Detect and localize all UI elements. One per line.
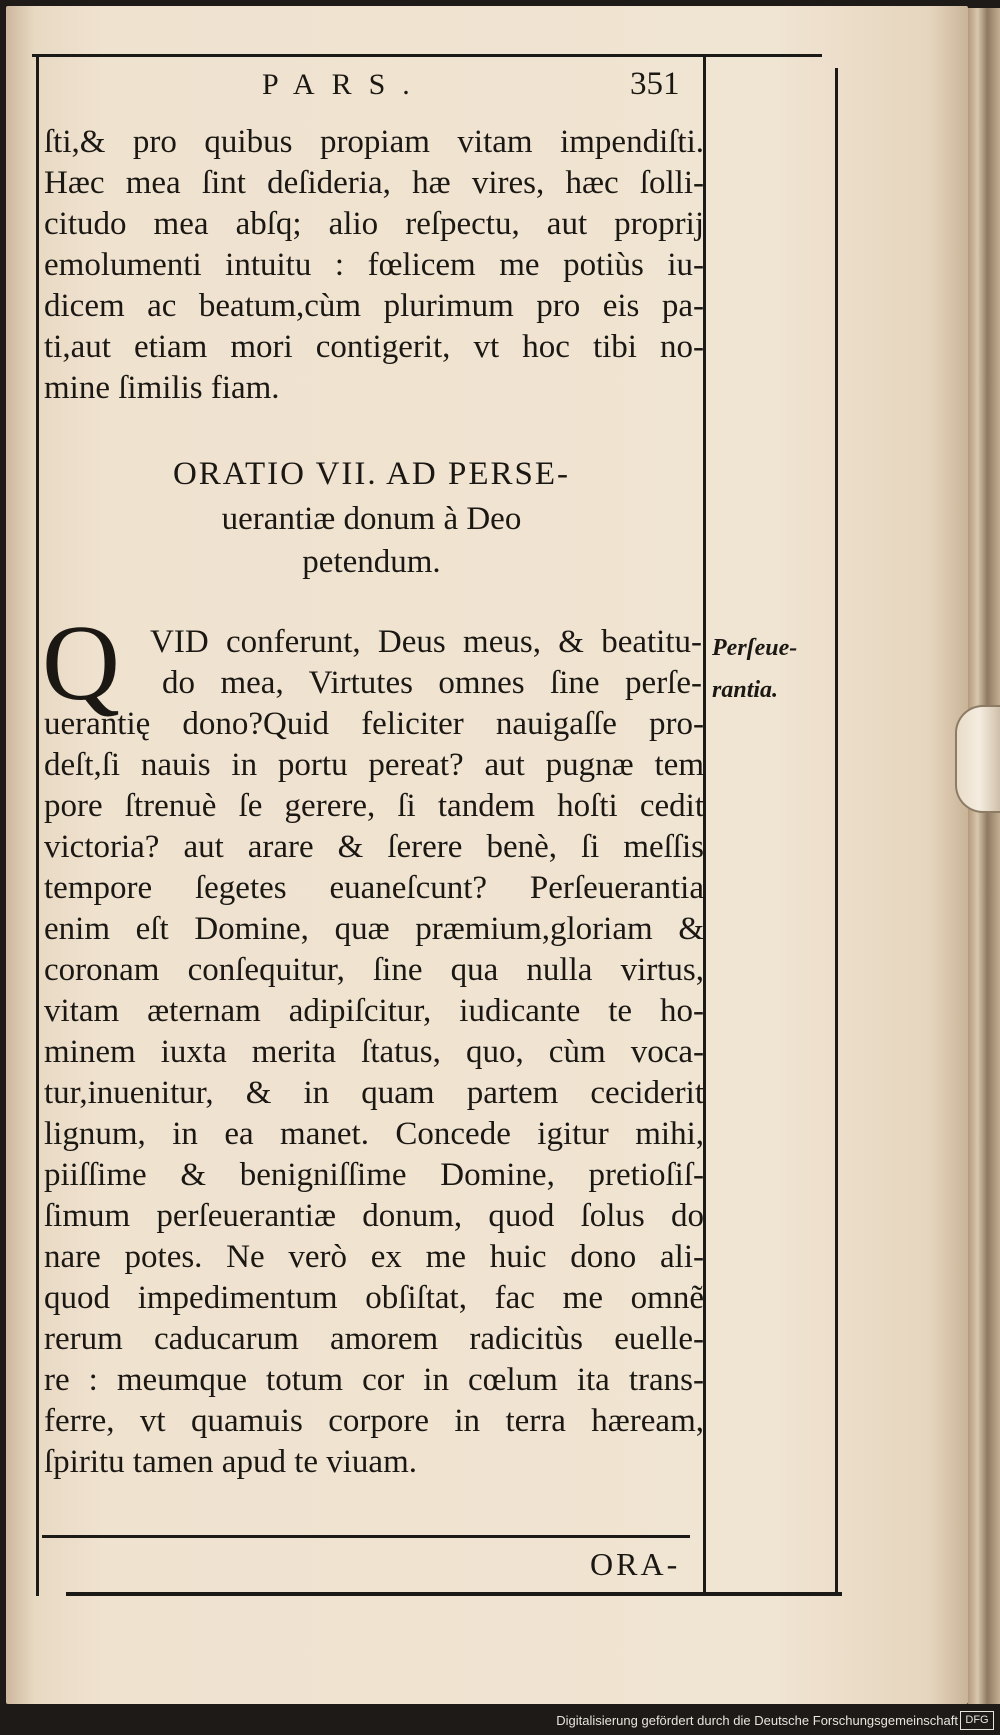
frame-rule-right [835,68,838,1593]
text-line: mine ſimilis fiam. [44,370,280,406]
text-line: coronam conſequitur, ſine qua nulla virtus, [44,952,704,988]
page-number: 351 [630,66,680,102]
marginal-note [712,627,832,711]
section-heading: ORATIO VII. AD PERSE- [172,456,571,492]
text-line: do mea, Virtutes omnes ſine perſe- [162,665,702,701]
text-line: VID conferunt, Deus meus, & beatitu- [150,624,702,660]
frame-rule-foot [42,1535,690,1538]
text-line: ſpiritu tamen apud te viuam. [44,1444,417,1480]
text-line: vitam æternam adipiſcitur, iudicante te ho- [44,993,704,1029]
drop-cap: Q [42,604,120,723]
text-line: pore ſtrenuè ſe gerere, ſi tandem hoſti cedit [44,788,704,824]
page-edge [968,8,1000,1704]
text-line: ti,aut etiam mori contigerit, vt hoc tibi no- [44,329,704,365]
section-heading: petendum. [302,544,441,580]
frame-rule-left [36,56,39,1596]
text-line: dicem ac beatum,cùm plurimum pro eis pa- [44,288,704,324]
text-line: ſimum perſeuerantiæ donum, quod ſolus do [44,1198,704,1234]
text-line: minem iuxta merita ſtatus, quo, cùm voca- [44,1034,704,1070]
text-line: uerantię dono?Quid feliciter nauigaſſe pro- [44,706,704,742]
text-line: lignum, in ea manet. Concede igitur mihi, [44,1116,704,1152]
marginal-note-line: Perſeue- [712,635,798,661]
frame-rule-bottom [66,1592,842,1596]
page-clip [955,705,1000,813]
text-line: piiſſime & benigniſſime Domine, pretioſiſ- [44,1157,704,1193]
text-line: quod impedimentum obſiſtat, fac me omnẽ [44,1280,704,1316]
text-line: citudo mea abſq; alio reſpectu, aut proprij [44,206,704,242]
text-line: nare potes. Ne verò ex me huic dono ali- [44,1239,704,1275]
text-line: enim eſt Domine, quæ præmium,gloriam & [44,911,704,947]
text-line: Hæc mea ſint deſideria, hæ vires, hæc ſolli- [44,165,704,201]
text-line: tur,inuenitur, & in quam partem ceciderit [44,1075,704,1111]
text-line: ferre, vt quamuis corpore in terra hæream, [44,1403,704,1439]
text-line: tempore ſegetes euaneſcunt? Perſeuerantia [44,870,704,906]
text-line: emolumenti intuitu : fœlicem me potiùs iu- [44,247,704,283]
dfg-logo: DFG [960,1711,994,1730]
marginal-note-line: rantia. [712,677,779,703]
text-line: rerum caducarum amorem radicitùs euelle- [44,1321,704,1357]
text-line: ſti,& pro quibus propiam vitam impendiſti. [44,124,704,160]
digitization-credit: Digitalisierung gefördert durch die Deutsche Forschungsgemeinschaft [556,1713,958,1728]
text-line: deſt,ſi nauis in portu pereat? aut pugnæ tem [44,747,704,783]
catchword: ORA- [590,1546,681,1582]
running-head: PARS. [262,68,427,101]
text-line: victoria? aut arare & ſerere benè, ſi meſſis [44,829,704,865]
text-line: re : meumque totum cor in cœlum ita trans- [44,1362,704,1398]
section-heading: uerantiæ donum à Deo [221,501,522,537]
